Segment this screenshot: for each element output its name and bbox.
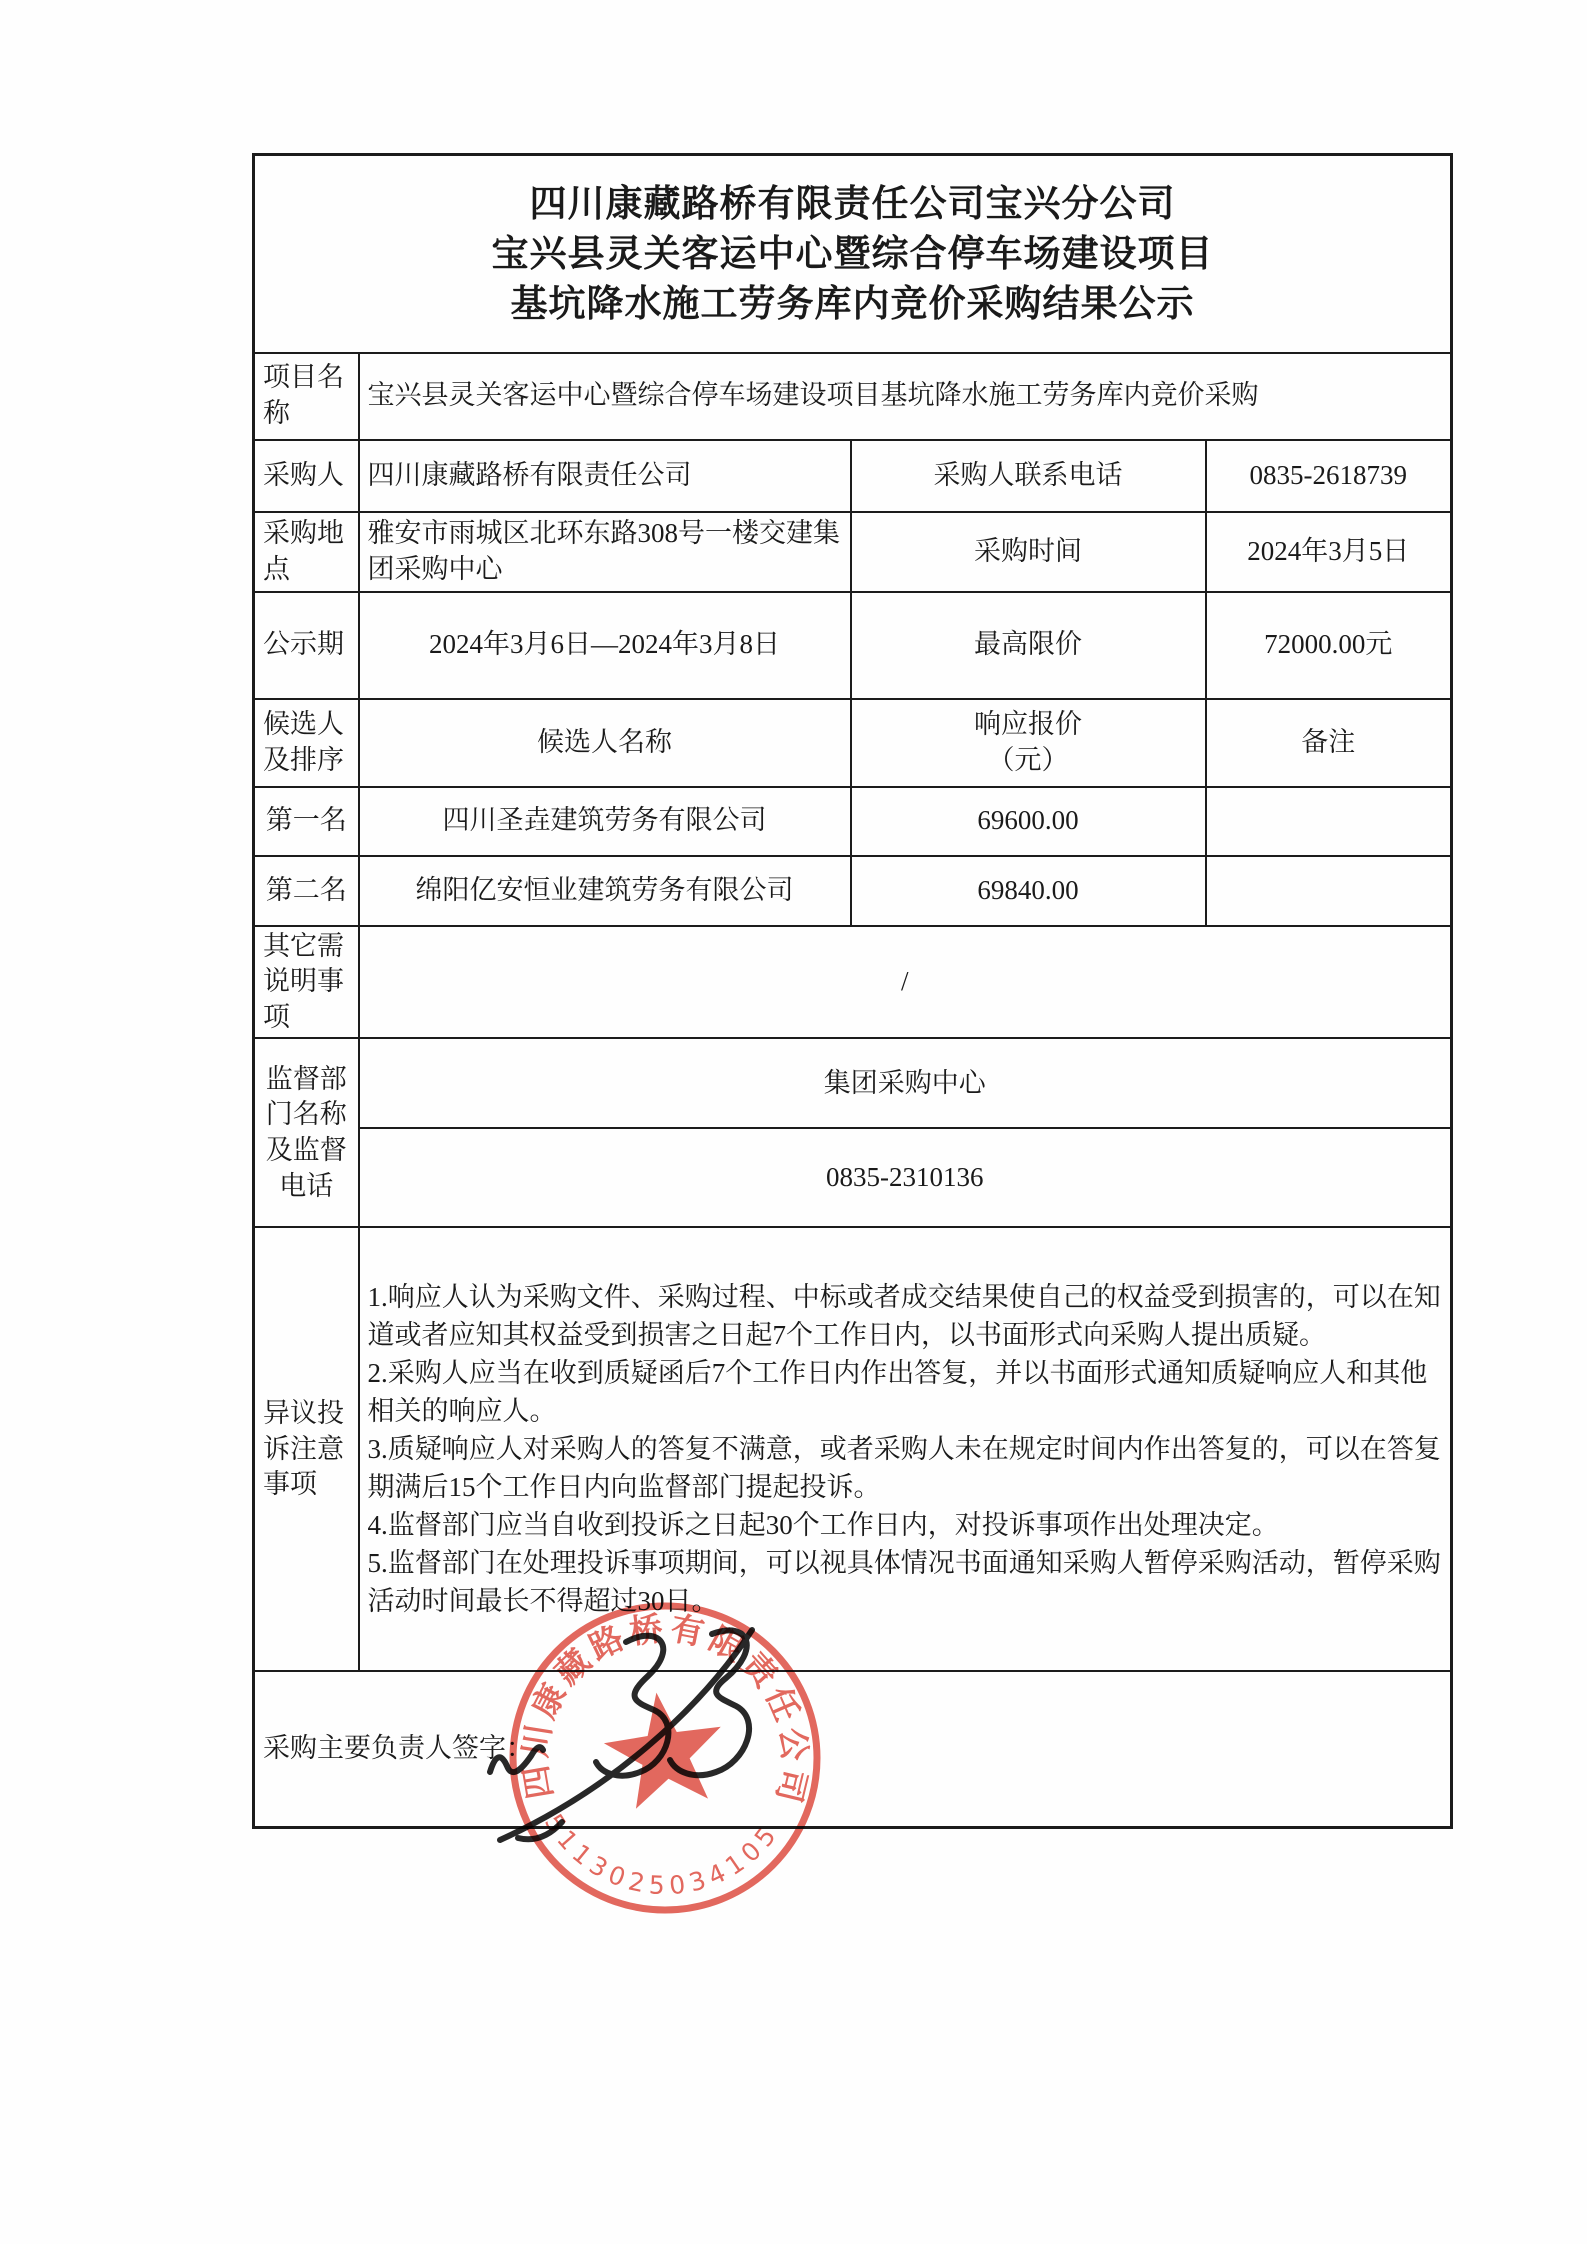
project-name-row <box>254 353 1452 440</box>
purchaser-phone-value: 0835-2618739 <box>1206 440 1452 512</box>
candidate-1-price: 69600.00 <box>851 787 1206 856</box>
supervision-phone-row <box>254 1128 1452 1227</box>
purchaser-value: 四川康藏路桥有限责任公司 <box>359 440 851 512</box>
candidate-row-2 <box>254 856 1452 926</box>
supervision-dept-row <box>254 1038 1452 1128</box>
procurement-result-table <box>252 153 1453 1829</box>
purchase-time-label: 采购时间 <box>851 512 1206 592</box>
response-price-header <box>851 699 1206 787</box>
seal-serial-number: 5113025034105 <box>538 1808 786 1901</box>
candidate-2-name: 绵阳亿安恒业建筑劳务有限公司 <box>359 856 851 926</box>
candidate-name-header: 候选人名称 <box>359 699 851 787</box>
title-line-3: 基坑降水施工劳务库内竞价采购结果公示 <box>510 281 1195 325</box>
other-notes-value: / <box>359 926 1452 1039</box>
objection-notice-label: 异议投诉注意事项 <box>254 1227 359 1671</box>
purchaser-phone-label: 采购人联系电话 <box>851 440 1206 512</box>
objection-item-2: 2.采购人应当在收到质疑函后7个工作日内作出答复，并以书面形式通知质疑响应人和其他相关的响应人。 <box>367 1358 1428 1427</box>
max-price-value: 72000.00元 <box>1206 592 1452 699</box>
purchaser-row <box>254 440 1452 512</box>
other-notes-row <box>254 926 1452 1039</box>
project-name-label: 项目名称 <box>254 353 359 440</box>
location-label: 采购地点 <box>254 512 359 592</box>
title-line-2: 宝兴县灵关客运中心暨综合停车场建设项目 <box>491 231 1214 275</box>
objection-item-5: 5.监督部门在处理投诉事项期间，可以视具体情况书面通知采购人暂停采购活动，暂停采购活动时间最长不得超过30日。 <box>367 1548 1441 1617</box>
project-name-value: 宝兴县灵关客运中心暨综合停车场建设项目基坑降水施工劳务库内竞价采购 <box>359 353 1452 440</box>
publicity-period-value: 2024年3月6日—2024年3月8日 <box>359 592 851 699</box>
seal-ring-text: 四川康藏路桥有限责任公司 <box>514 1607 816 1812</box>
rank-1-label: 第一名 <box>254 787 359 856</box>
objection-item-3: 3.质疑响应人对采购人的答复不满意，或者采购人未在规定时间内作出答复的，可以在答复期满后15个工作日内向监督部门提起投诉。 <box>367 1434 1441 1503</box>
supervision-label: 监督部门名称及监督电话 <box>254 1038 359 1227</box>
supervision-phone-value: 0835-2310136 <box>359 1128 1452 1227</box>
location-row <box>254 512 1452 592</box>
rank-2-label: 第二名 <box>254 856 359 926</box>
candidates-header-label: 候选人及排序 <box>254 699 359 787</box>
candidates-header-row <box>254 699 1452 787</box>
purchase-time-value: 2024年3月5日 <box>1206 512 1452 592</box>
supervision-dept-value: 集团采购中心 <box>359 1038 1452 1128</box>
title-line-1: 四川康藏路桥有限责任公司宝兴分公司 <box>529 181 1176 225</box>
response-price-header-line1: 响应报价 <box>974 708 1082 739</box>
signature-label: 采购主要负责人签字： <box>263 1733 533 1764</box>
candidate-2-price: 69840.00 <box>851 856 1206 926</box>
other-notes-label: 其它需说明事项 <box>254 926 359 1039</box>
candidate-1-name: 四川圣垚建筑劳务有限公司 <box>359 787 851 856</box>
objection-item-4: 4.监督部门应当自收到投诉之日起30个工作日内，对投诉事项作出处理决定。 <box>367 1510 1279 1541</box>
purchaser-label: 采购人 <box>254 440 359 512</box>
response-price-header-line2: （元） <box>987 744 1069 775</box>
candidate-row-1 <box>254 787 1452 856</box>
note-header: 备注 <box>1206 699 1452 787</box>
location-value: 雅安市雨城区北环东路308号一楼交建集团采购中心 <box>359 512 851 592</box>
candidate-1-note <box>1206 787 1452 856</box>
publicity-period-label: 公示期 <box>254 592 359 699</box>
objection-item-1: 1.响应人认为采购文件、采购过程、中标或者成交结果使自己的权益受到损害的，可以在知道或者应知其权益受到损害之日起7个工作日内，以书面形式向采购人提出质疑。 <box>367 1282 1441 1351</box>
publicity-period-row <box>254 592 1452 699</box>
document-title <box>254 155 1452 353</box>
title-row <box>254 155 1452 353</box>
candidate-2-note <box>1206 856 1452 926</box>
signature-scribble <box>430 1600 850 1890</box>
max-price-label: 最高限价 <box>851 592 1206 699</box>
